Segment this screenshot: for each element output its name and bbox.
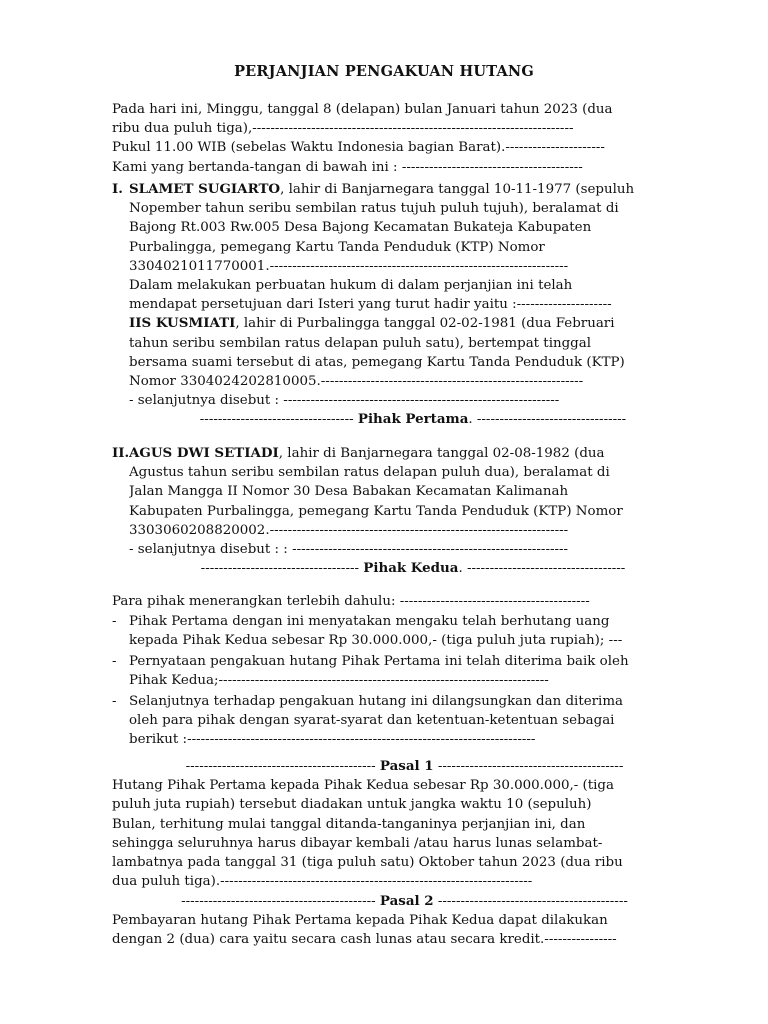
- spouse-line: Nomor 3304024202810005.----------------------------------------------------------: [129, 374, 584, 390]
- label-dashes: ----------------------------------: [199, 412, 358, 428]
- party-2-label-line: [129, 559, 697, 578]
- pasal-1-line: dua puluh tiga).---------------------------------------------------------------------: [112, 874, 533, 890]
- party-1-name: SLAMET SUGIARTO: [129, 181, 281, 197]
- heading-dashes: ------------------------------------------: [185, 759, 380, 774]
- bullet-dash: -: [112, 654, 117, 669]
- label-dashes: -----------------------------------: [200, 561, 364, 577]
- party-2-number: II.: [112, 445, 130, 461]
- pasal-1-heading-line: [112, 757, 697, 776]
- party-2-line: 3303060208820002.------------------------------------------------------------------: [129, 522, 569, 538]
- party-2-line: Agustus tahun seribu sembilan ratus delapan puluh dua), beralamat di: [129, 465, 610, 481]
- bullet-line: kepada Pihak Kedua sebesar Rp 30.000.000,- (tiga puluh juta rupiah); ---: [129, 633, 623, 649]
- party-2-first-line: [129, 444, 697, 463]
- opening-line: Pada hari ini, Minggu, tanggal 8 (delapan) bulan Januari tahun 2023 (dua: [112, 102, 613, 117]
- party-1-line: 3304021011770001.------------------------------------------------------------------: [129, 258, 569, 274]
- spouse-first-line: [129, 314, 697, 333]
- party-2-line: - selanjutnya disebut : : -------------------------------------------------------------: [129, 542, 569, 558]
- spouse-line: bersama suami tersebut di atas, pemegang Kartu Tanda Penduduk (KTP): [129, 354, 625, 370]
- party-2-line: Jalan Mangga II Nomor 30 Desa Babakan Kecamatan Kalimanah: [129, 484, 569, 500]
- bullet-line: oleh para pihak dengan syarat-syarat dan ketentuan-ketentuan sebagai: [129, 713, 615, 729]
- spouse-intro: , lahir di Purbalingga tanggal 02-02-1981 (dua Februari: [235, 316, 615, 332]
- party-1-intro: , lahir di Banjarnegara tanggal 10-11-1977 (sepuluh: [280, 182, 635, 197]
- bullet-item: [129, 652, 697, 690]
- label-dashes: . ---------------------------------: [468, 412, 627, 428]
- pasal-2-heading-line: [112, 892, 697, 911]
- heading-dashes: ------------------------------------------: [433, 894, 628, 909]
- party-1-label: Pihak Pertama: [357, 411, 469, 428]
- spouse-name: IIS KUSMIATI: [129, 315, 236, 332]
- party-1-line: Bajong Rt.003 Rw.005 Desa Bajong Kecamatan Bukateja Kabupaten: [129, 220, 592, 236]
- party-1-block: [129, 180, 697, 430]
- party-1-line: Purbalingga, pemegang Kartu Tanda Penduduk (KTP) Nomor: [129, 239, 545, 255]
- pasal-2-section: [112, 892, 697, 950]
- party-2-name: AGUS DWI SETIADI: [129, 445, 279, 461]
- label-dashes: . -----------------------------------: [458, 561, 626, 577]
- pasal-1-line: sehingga seluruhnya harus dibayar kembali /atau harus lunas selambat-: [112, 835, 603, 851]
- party-1-first-line: [129, 180, 697, 199]
- spouse-line: - selanjutnya disebut : -------------------------------------------------------------: [129, 393, 560, 409]
- pasal-1-line: lambatnya pada tanggal 31 (tiga puluh satu) Oktober tahun 2023 (dua ribu: [112, 855, 623, 871]
- party-2-intro: , lahir di Banjarnegara tanggal 02-08-1982 (dua: [278, 446, 605, 461]
- bullet-dash: -: [112, 614, 117, 629]
- document-title: PERJANJIAN PENGAKUAN HUTANG: [234, 63, 534, 80]
- preamble-line: Para pihak menerangkan terlebih dahulu: ------------------------------------------: [112, 594, 590, 609]
- party-1-label-line: [129, 410, 697, 429]
- opening-paragraph: [112, 100, 697, 177]
- heading-dashes: -----------------------------------------: [433, 759, 624, 774]
- party-2-label: Pihak Kedua: [363, 560, 459, 577]
- pasal-1-section: [112, 757, 697, 891]
- spouse-line: tahun seribu sembilan ratus delapan puluh satu), bertempat tinggal: [129, 335, 592, 351]
- preamble: [112, 592, 697, 611]
- bullet-line: Pihak Pertama dengan ini menyatakan mengaku telah berhutang uang: [129, 614, 610, 629]
- bullet-line: Selanjutnya terhadap pengakuan hutang ini dilangsungkan dan diterima: [129, 694, 624, 709]
- pasal-2-heading: Pasal 2: [379, 893, 434, 909]
- party-1-number: I.: [112, 181, 123, 197]
- bullet-dash: -: [112, 694, 117, 709]
- party-1-line: Nopember tahun seribu sembilan ratus tujuh puluh tujuh), beralamat di: [129, 201, 619, 217]
- pasal-1-line: puluh juta rupiah) tersebut diadakan untuk jangka waktu 10 (sepuluh): [112, 797, 592, 813]
- opening-line: Kami yang bertanda-tangan di bawah ini : ----------------------------------------: [112, 159, 583, 175]
- opening-line: Pukul 11.00 WIB (sebelas Waktu Indonesia bagian Barat).----------------------: [112, 140, 605, 156]
- bullet-item: [129, 692, 697, 750]
- party-2-block: [129, 444, 697, 578]
- bullet-line: berikut :-----------------------------------------------------------------------------: [129, 732, 536, 748]
- heading-dashes: -------------------------------------------: [181, 894, 380, 909]
- pasal-1-line: Bulan, terhitung mulai tanggal ditanda-tanganinya perjanjian ini, dan: [112, 816, 586, 832]
- pasal-2-line: Pembayaran hutang Pihak Pertama kepada Pihak Kedua dapat dilakukan: [112, 913, 608, 929]
- pasal-1-line: Hutang Pihak Pertama kepada Pihak Kedua sebesar Rp 30.000.000,- (tiga: [112, 778, 614, 794]
- bullet-item: [129, 612, 697, 650]
- party-2-line: Kabupaten Purbalingga, pemegang Kartu Tanda Penduduk (KTP) Nomor: [129, 503, 623, 519]
- party-1-line: mendapat persetujuan dari Isteri yang turut hadir yaitu :---------------------: [129, 297, 612, 313]
- bullet-line: Pihak Kedua;-------------------------------------------------------------------------: [129, 673, 549, 689]
- pasal-1-heading: Pasal 1: [379, 758, 434, 774]
- bullet-line: Pernyataan pengakuan hutang Pihak Pertama ini telah diterima baik oleh: [129, 654, 629, 669]
- party-1-line: Dalam melakukan perbuatan hukum di dalam perjanjian ini telah: [129, 278, 573, 294]
- opening-line: ribu dua puluh tiga),-----------------------------------------------------------------------: [112, 121, 574, 137]
- pasal-2-line: dengan 2 (dua) cara yaitu secara cash lunas atau secara kredit.----------------: [112, 932, 617, 948]
